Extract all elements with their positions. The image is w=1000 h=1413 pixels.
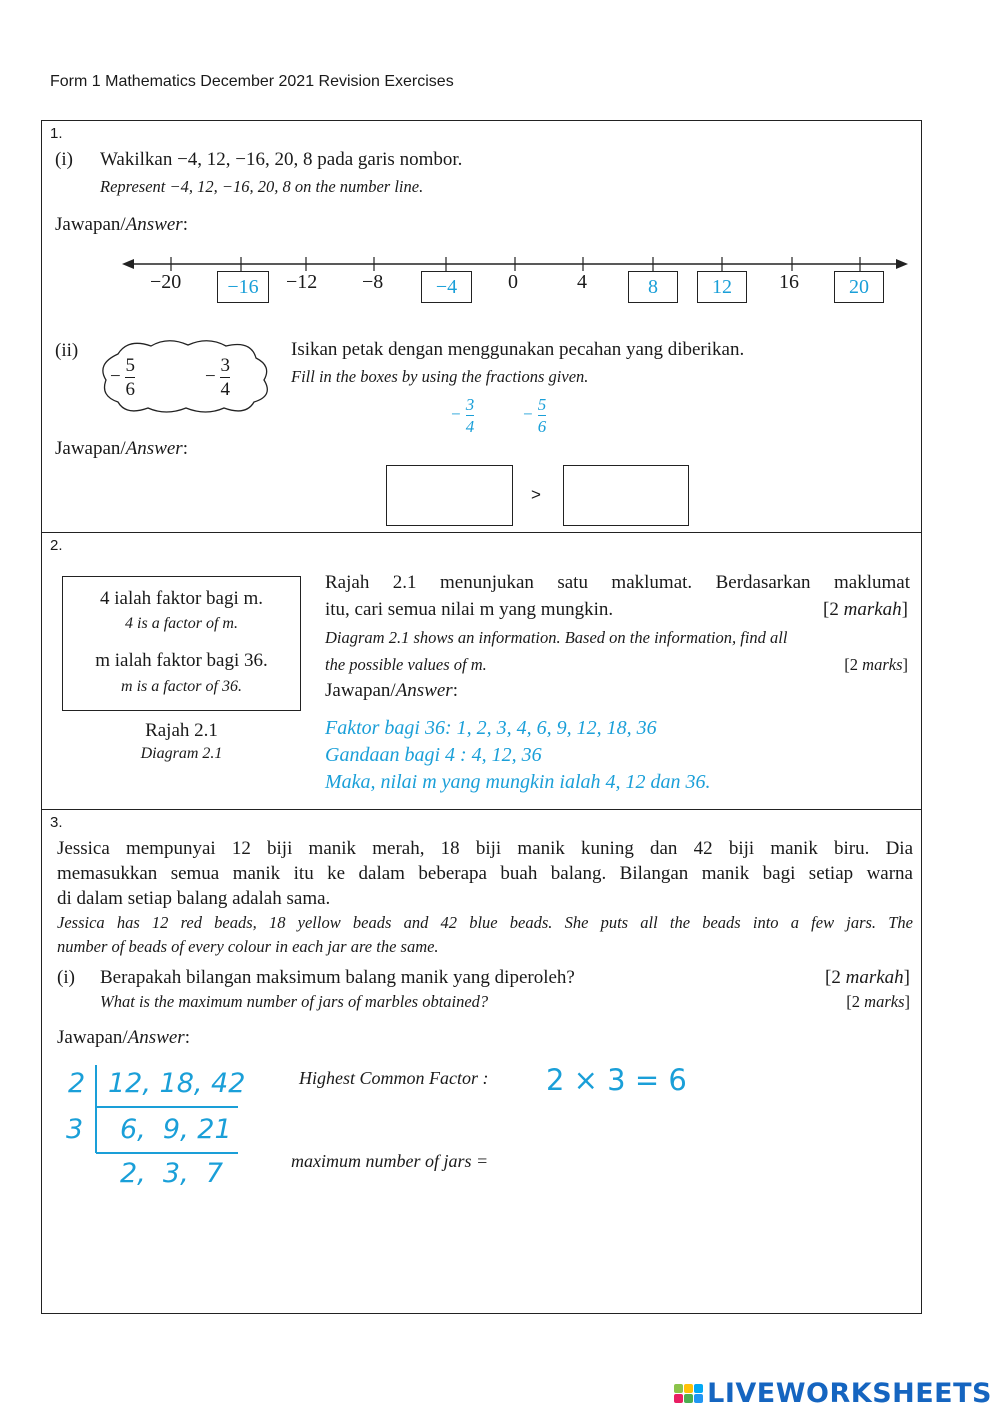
q1-part-ii-instruction-bm: Isikan petak dengan menggunakan pecahan yang diberikan. — [291, 339, 745, 360]
liveworksheets-logo-text: LIVEWORKSHEETS — [707, 1378, 992, 1409]
hcf-value: 2 × 3 = 6 — [546, 1063, 687, 1097]
q1-part-i-label: (i) — [55, 149, 73, 170]
question-3-number: 3. — [50, 814, 63, 831]
answer-box-12[interactable]: 12 — [697, 271, 747, 303]
q2-text-bm-2: itu, cari semua nilai m yang mungkin. — [325, 599, 614, 620]
q1-part-ii-label: (ii) — [55, 340, 79, 361]
q3-text-bm-2: memasukkan semua manik itu ke dalam beberapa buah balang. Bilangan manik bagi setiap warna — [57, 863, 913, 884]
q1-ii-answer-label: Jawapan/Answer: — [55, 438, 188, 459]
tick-label-neg20: −20 — [150, 271, 182, 293]
liveworksheets-logo-icon — [674, 1384, 703, 1403]
left-arrow-icon — [122, 259, 134, 269]
q2-answer-line-2: Gandaan bagi 4 : 4, 12, 36 — [325, 744, 542, 766]
tick-label-0: 0 — [508, 271, 518, 293]
right-arrow-icon — [896, 259, 908, 269]
q3-marks-bm: [2 markah] — [825, 967, 910, 988]
draggable-fraction-5-6[interactable]: − $\frac{5}{6}$ — [522, 395, 547, 436]
tick-label-16: 16 — [779, 271, 799, 293]
q1-part-i-question-bm: Wakilkan −4, 12, −16, 20, 8 pada garis nombor. — [100, 149, 463, 170]
q3-text-bm-1: Jessica mempunyai 12 biji manik merah, 18 biji manik kuning dan 42 biji manik biru. Dia — [57, 838, 913, 859]
quotients-row-3: 2, 3, 7 — [120, 1158, 224, 1189]
answer-label-bm: Jawapan/ — [55, 214, 126, 235]
fraction-drop-box-left[interactable] — [386, 465, 513, 526]
divisor-2: 2 — [68, 1068, 86, 1099]
liveworksheets-logo[interactable] — [674, 1378, 992, 1409]
q3-marks-en: [2 marks] — [846, 992, 910, 1011]
answer-box-neg4[interactable]: −4 — [421, 271, 472, 303]
page-title: Form 1 Mathematics December 2021 Revision Exercises — [50, 73, 454, 90]
answer-box-8[interactable]: 8 — [628, 271, 678, 303]
max-jars-label: maximum number of jars = — [291, 1151, 489, 1171]
q3-part-bm: Berapakah bilangan maksimum balang manik yang diperoleh? — [100, 967, 575, 988]
box-line1-bm: 4 ialah faktor bagi m. — [99, 588, 264, 609]
q3-answer-label: Jawapan/Answer: — [57, 1027, 190, 1048]
box-line1-en: 4 is a factor of m. — [125, 615, 238, 632]
dividends-row-2: 6, 9, 21 — [120, 1114, 232, 1145]
q3-text-bm-3: di dalam setiap balang adalah sama. — [57, 888, 331, 909]
box-line2-bm: m ialah faktor bagi 36. — [95, 650, 268, 671]
q2-answer-line-1: Faktor bagi 36: 1, 2, 3, 4, 6, 9, 12, 18, 36 — [325, 717, 657, 739]
q3-part-en: What is the maximum number of jars of marbles obtained? — [100, 992, 489, 1011]
q2-answer-label: Jawapan/Answer: — [325, 680, 458, 701]
q3-part-label: (i) — [57, 967, 75, 988]
q2-answer-line-3: Maka, nilai m yang mungkin ialah 4, 12 dan 36. — [325, 771, 711, 793]
tick-label-4: 4 — [577, 271, 587, 293]
q3-text-en-2: number of beads of every colour in each jar are the same. — [57, 937, 439, 956]
q2-text-bm-1: Rajah 2.1 menunjukan satu maklumat. Berdasarkan maklumat — [325, 572, 910, 593]
tick-label-neg8: −8 — [362, 271, 384, 293]
question-2-number: 2. — [50, 537, 63, 554]
greater-than-sign: > — [531, 485, 541, 504]
q3-text-en-1: Jessica has 12 red beads, 18 yellow beads and 42 blue beads. She puts all the beads into a few jars. The — [57, 913, 913, 932]
q2-text-en-1: Diagram 2.1 shows an information. Based on the information, find all — [325, 628, 788, 647]
cloud-fraction-3-4: − $\frac{3}{4}$ — [205, 355, 230, 400]
answer-box-neg16[interactable]: −16 — [217, 271, 269, 303]
q1-part-i-question-en: Represent −4, 12, −16, 20, 8 on the number line. — [100, 177, 424, 196]
answer-box-20[interactable]: 20 — [834, 271, 884, 303]
divisor-3: 3 — [66, 1114, 84, 1145]
cloud-fraction-5-6: − $\frac{5}{6}$ — [110, 355, 135, 400]
diagram-caption-bm: Rajah 2.1 — [145, 720, 218, 741]
q1-part-ii-instruction-en: Fill in the boxes by using the fractions given. — [291, 367, 589, 386]
box-line2-en: m is a factor of 36. — [121, 678, 242, 695]
answer-label-en: Answer — [125, 214, 183, 235]
q2-text-en-2: the possible values of m. — [325, 655, 487, 674]
diagram-caption-en: Diagram 2.1 — [140, 745, 223, 762]
dividends-row-1: 12, 18, 42 — [108, 1068, 246, 1099]
tick-label-neg12: −12 — [286, 271, 318, 293]
question-1-number: 1. — [50, 125, 63, 142]
max-jars-input[interactable] — [530, 1146, 650, 1176]
hcf-label: Highest Common Factor : — [299, 1068, 489, 1088]
draggable-fraction-3-4[interactable]: − $\frac{3}{4}$ — [450, 395, 475, 436]
fraction-drop-box-right[interactable] — [563, 465, 689, 526]
q2-marks-en: [2 marks] — [844, 655, 908, 674]
q2-marks-bm: [2 markah] — [823, 599, 908, 620]
q1-answer-label: Jawapan/Answer: — [55, 214, 188, 235]
